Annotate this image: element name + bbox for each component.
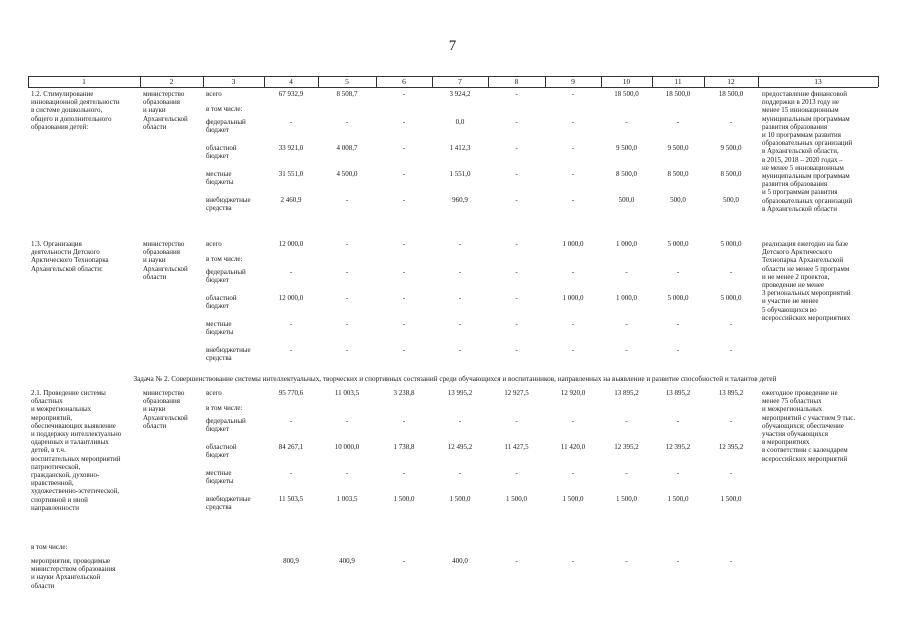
row3-value: 95 770,6 <box>278 389 304 397</box>
row2-result: реализация ежегодно на базе Детского Арктического Технопарка Архангельской области не менее 5 программ и не менее 2 проектов, проведение не менее 3 региональных мероприятий и участие не менее 5 обучающихся во всероссийских мероприятиях <box>762 240 851 322</box>
row1-value: - <box>571 90 575 98</box>
row2-source-4: местные бюджеты <box>206 320 234 337</box>
row1-value: 4 500,0 <box>336 170 358 178</box>
row3-source-5: внебюджетные средства <box>206 495 251 512</box>
row1-value: 0,0 <box>455 118 465 126</box>
row3-value: - <box>625 417 628 425</box>
row3-source-1: в том числе: <box>206 404 243 412</box>
row3-value: - <box>289 417 293 425</box>
row2-value: 5 000,0 <box>667 294 689 302</box>
row2-value: - <box>729 268 733 276</box>
row3-value: - <box>458 417 462 425</box>
row1-value: 8 500,0 <box>720 170 742 178</box>
row1-value: - <box>402 170 406 178</box>
row2-value: - <box>676 320 680 328</box>
row3-value: - <box>402 469 406 477</box>
row1-value: 500,0 <box>670 196 686 204</box>
row3-source-2: федеральный бюджет <box>206 417 246 434</box>
row4-value: - <box>625 557 628 565</box>
row2-value: - <box>625 320 628 328</box>
row1-value: 8 500,0 <box>616 170 637 178</box>
row2-value: - <box>571 320 575 328</box>
row3-executor: министерство образования и науки Архангельской области <box>143 389 188 430</box>
row1-value: 8 508,7 <box>336 90 358 98</box>
row1-source-4: местные бюджеты <box>206 170 234 187</box>
row2-value: - <box>458 320 462 328</box>
row3-value: 1 500,0 <box>562 495 584 503</box>
row1-value: 1 551,0 <box>449 170 471 178</box>
row2-value: - <box>289 320 293 328</box>
row1-value: - <box>402 196 406 204</box>
row2-value: - <box>345 346 349 354</box>
col-divider <box>878 76 879 87</box>
row1-value: - <box>515 90 518 98</box>
header-col-13: 13 <box>814 77 822 86</box>
row3-value: 1 500,0 <box>449 495 471 503</box>
row2-value: - <box>345 320 349 328</box>
row2-value: 5 000,0 <box>720 240 742 248</box>
row1-value: 18 500,0 <box>718 90 744 98</box>
row1-value: 8 500,0 <box>667 170 689 178</box>
row3-value: 12 395,2 <box>665 443 691 451</box>
row4-value: 800,9 <box>283 557 299 565</box>
row2-value: 12 000,0 <box>278 240 304 248</box>
row1-value: - <box>571 196 575 204</box>
row3-value: 1 500,0 <box>720 495 742 503</box>
row2-value: - <box>345 268 349 276</box>
row2-value: - <box>676 346 680 354</box>
row2-value: - <box>289 268 293 276</box>
row1-value: 9 500,0 <box>720 144 742 152</box>
row2-value: - <box>625 268 628 276</box>
row1-value: 960,9 <box>452 196 468 204</box>
row1-value: - <box>402 90 406 98</box>
row3-value: 1 003,5 <box>336 495 358 503</box>
row1-source-0: всего <box>206 90 222 98</box>
row1-value: 9 500,0 <box>667 144 689 152</box>
row1-value: - <box>289 118 293 126</box>
header-col-8: 8 <box>514 77 519 86</box>
row1-value: - <box>515 144 518 152</box>
row3-value: 1 500,0 <box>616 495 637 503</box>
row4-value: - <box>515 557 518 565</box>
header-col-9: 9 <box>571 77 575 86</box>
row1-value: - <box>515 118 518 126</box>
row1-source-1: в том числе: <box>206 105 243 113</box>
row2-value: - <box>515 320 518 328</box>
row3-value: 1 738,8 <box>393 443 415 451</box>
row1-value: - <box>625 118 628 126</box>
row3-value: - <box>676 417 680 425</box>
including-label: в том числе: <box>31 543 68 551</box>
row1-value: 1 412,3 <box>449 144 471 152</box>
row1-result: предоставление финансовой поддержки в 2013 году не менее 15 инновационным муниципальным программам развития образования и 10 программам развития образовательных организаций в Архангельской области, в 2015, 2018 – 2020 годах – не менее 5 инновационным муниципальным программам развития образования и 5 программам развития образовательных организаций в Архангельской области <box>762 90 853 213</box>
row3-value: 12 495,2 <box>447 443 473 451</box>
row3-value: 12 927,5 <box>504 389 529 397</box>
row3-value: 84 267,1 <box>278 443 304 451</box>
row2-value: 5 000,0 <box>720 294 742 302</box>
row2-value: 1 000,0 <box>562 240 584 248</box>
row2-name: 1.3. Организация деятельности Детского Арктического Технопарка Архангельской области: <box>31 240 109 273</box>
row1-source-2: федеральный бюджет <box>206 118 246 135</box>
row2-value: - <box>402 294 406 302</box>
row4-value: 400,9 <box>339 557 355 565</box>
row2-source-3: областной бюджет <box>206 294 237 311</box>
row3-result: ежегодное проведение не менее 75 областных и межрегиональных мероприятий с участием 9 тыс. обучающихся; обеспечение участия обучающихся в мероприятиях в соответствии с календарем всероссийских мероприятий <box>762 389 856 463</box>
row2-value: - <box>729 320 733 328</box>
row1-value: 500,0 <box>723 196 739 204</box>
row2-value: - <box>515 240 518 248</box>
row2-value: - <box>458 240 462 248</box>
page-number: 7 <box>448 38 457 54</box>
row3-value: 13 895,2 <box>614 389 639 397</box>
row4-value: - <box>571 557 575 565</box>
row3-value: 1 500,0 <box>393 495 415 503</box>
row3-name: 2.1. Проведение системы областных и межрегиональных мероприятий, обеспечивающих выявление и поддержку интеллектуально одаренных и талантливых детей, в т.ч. воспитательных мероприятий патриотической, гражданской, духовно- нравственной, художественно-эстетической, спортивной и иной направленности <box>31 389 122 512</box>
row3-value: 11 427,5 <box>504 443 529 451</box>
row3-value: - <box>458 469 462 477</box>
row2-value: - <box>676 268 680 276</box>
row1-value: - <box>515 196 518 204</box>
row1-source-3: областной бюджет <box>206 144 237 161</box>
row3-source-3: областной бюджет <box>206 443 237 460</box>
row3-value: 11 420,0 <box>560 443 586 451</box>
row3-value: 1 500,0 <box>506 495 527 503</box>
row1-value: 9 500,0 <box>616 144 637 152</box>
row2-value: - <box>571 268 575 276</box>
row3-value: - <box>402 417 406 425</box>
row2-value: - <box>345 240 349 248</box>
row3-value: 10 000,0 <box>334 443 360 451</box>
row3-value: 3 238,8 <box>393 389 415 397</box>
row2-value: - <box>515 268 518 276</box>
row1-value: 18 500,0 <box>665 90 691 98</box>
row3-value: - <box>571 469 575 477</box>
row2-value: - <box>289 346 293 354</box>
row1-value: - <box>402 144 406 152</box>
row2-source-1: в том числе: <box>206 255 243 263</box>
row1-value: 31 551,0 <box>278 170 304 178</box>
row2-value: - <box>402 346 406 354</box>
row3-value: - <box>625 469 628 477</box>
row2-value: - <box>515 294 518 302</box>
row3-value: 13 895,2 <box>718 389 744 397</box>
row1-value: - <box>571 170 575 178</box>
row4-name: мероприятия, проводимые министерством образования и науки Архангельской области <box>31 557 116 590</box>
row2-value: - <box>458 294 462 302</box>
row3-value: - <box>515 469 518 477</box>
row2-executor: министерство образования и науки Архангельской области <box>143 240 188 281</box>
row3-value: - <box>729 417 733 425</box>
header-col-12: 12 <box>727 77 735 86</box>
header-col-5: 5 <box>345 77 349 86</box>
header-col-3: 3 <box>231 77 236 86</box>
row1-value: 33 921,0 <box>278 144 304 152</box>
row1-value: - <box>729 118 733 126</box>
header-col-7: 7 <box>458 77 462 86</box>
header-col-11: 11 <box>674 77 682 86</box>
row1-value: - <box>571 144 575 152</box>
row3-value: 13 895,2 <box>665 389 691 397</box>
row1-value: 500,0 <box>618 196 635 204</box>
row3-value: 11 503,5 <box>278 495 304 503</box>
row4-value: - <box>402 557 406 565</box>
row3-value: - <box>676 469 680 477</box>
row2-value: - <box>458 346 462 354</box>
header-col-6: 6 <box>402 77 406 86</box>
row2-source-5: внебюджетные средства <box>206 346 251 363</box>
row2-value: 5 000,0 <box>667 240 689 248</box>
row1-value: - <box>515 170 518 178</box>
row2-value: - <box>515 346 518 354</box>
row1-value: 67 932,9 <box>278 90 304 98</box>
row2-value: - <box>625 346 628 354</box>
row1-value: - <box>402 118 406 126</box>
task-heading: Задача № 2. Совершенствование системы интеллектуальных, творческих и спортивных состязаний среди обучающихся и воспитанников, направленных на выявление и развитие способностей и талантов детей <box>133 375 777 383</box>
row3-value: - <box>571 417 575 425</box>
row2-value: - <box>729 346 733 354</box>
row4-value: - <box>676 557 680 565</box>
row3-value: 12 920,0 <box>560 389 586 397</box>
header-col-10: 10 <box>622 77 631 86</box>
row3-value: - <box>345 469 349 477</box>
row3-source-0: всего <box>206 389 222 397</box>
row1-value: 18 500,0 <box>614 90 639 98</box>
row3-value: - <box>515 417 518 425</box>
row2-source-0: всего <box>206 240 222 248</box>
row3-source-4: местные бюджеты <box>206 469 234 486</box>
row2-value: - <box>402 268 406 276</box>
row3-value: - <box>729 469 733 477</box>
row1-value: - <box>571 118 575 126</box>
row2-value: 1 000,0 <box>562 294 584 302</box>
row1-value: 4 008,7 <box>336 144 358 152</box>
row1-value: 2 460,9 <box>280 196 302 204</box>
header-col-4: 4 <box>289 77 293 86</box>
row1-value: - <box>345 118 349 126</box>
row2-source-2: федеральный бюджет <box>206 268 246 285</box>
row3-value: - <box>345 417 349 425</box>
row2-value: 1 000,0 <box>616 240 637 248</box>
row4-value: - <box>729 557 733 565</box>
row4-value: 400,0 <box>452 557 468 565</box>
table-header-bottom-border <box>28 87 878 88</box>
row2-value: - <box>458 268 462 276</box>
row2-value: - <box>402 320 406 328</box>
row1-value: 3 924,2 <box>449 90 471 98</box>
row3-value: 12 395,2 <box>718 443 744 451</box>
row3-value: 1 500,0 <box>667 495 689 503</box>
row3-value: 13 995,2 <box>447 389 473 397</box>
row1-value: - <box>676 118 680 126</box>
row1-name: 1.2. Стимулирование инновационной деятельности в системе дошкольного, общего и дополнительного образования детей: <box>31 90 120 131</box>
row2-value: - <box>571 346 575 354</box>
row2-value: - <box>345 294 349 302</box>
row2-value: 1 000,0 <box>616 294 637 302</box>
row3-value: - <box>289 469 293 477</box>
row3-value: 12 395,2 <box>614 443 639 451</box>
row2-value: - <box>402 240 406 248</box>
row1-value: - <box>345 196 349 204</box>
row3-value: 11 003,5 <box>334 389 360 397</box>
row2-value: 12 000,0 <box>278 294 304 302</box>
header-col-2: 2 <box>169 77 174 86</box>
row1-executor: министерство образования и науки Архангельской области <box>143 90 188 131</box>
row1-source-5: внебюджетные средства <box>206 196 251 213</box>
header-col-1: 1 <box>82 77 86 86</box>
